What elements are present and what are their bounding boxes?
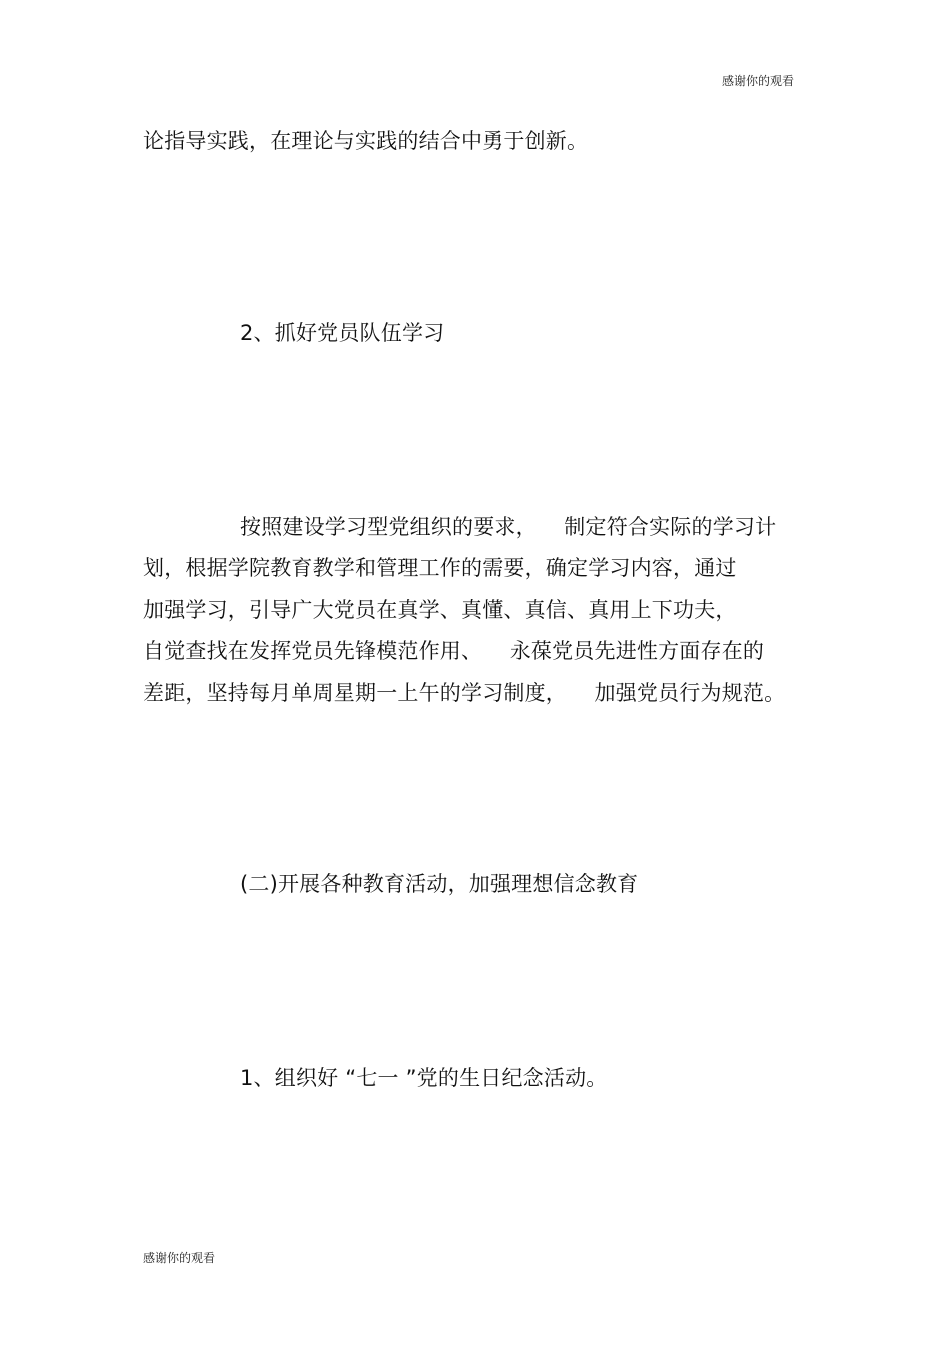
paragraph-line: 自觉查找在发挥党员先锋模范作用、 永葆党员先进性方面存在的 <box>143 639 765 663</box>
continuation-text-line: 论指导实践，在理论与实践的结合中勇于创新。 <box>143 129 589 153</box>
paragraph-line: 划，根据学院教育教学和管理工作的需要，确定学习内容，通过 <box>143 556 737 580</box>
subheading-study-team: 2、抓好党员队伍学习 <box>240 321 445 345</box>
page-header-note: 感谢你的观看 <box>722 74 795 88</box>
paragraph-line: 加强学习，引导广大党员在真学、真懂、真信、真用上下功夫， <box>143 598 737 622</box>
page-footer-note: 感谢你的观看 <box>143 1251 216 1265</box>
section-heading-education: (二)开展各种教育活动，加强理想信念教育 <box>240 872 639 896</box>
paragraph-line: 按照建设学习型党组织的要求， 制定符合实际的学习计 <box>240 515 777 539</box>
paragraph-line: 差距，坚持每月单周星期一上午的学习制度， 加强党员行为规范。 <box>143 681 786 705</box>
subheading-july-first: 1、组织好 “七一 ”党的生日纪念活动。 <box>240 1066 608 1090</box>
